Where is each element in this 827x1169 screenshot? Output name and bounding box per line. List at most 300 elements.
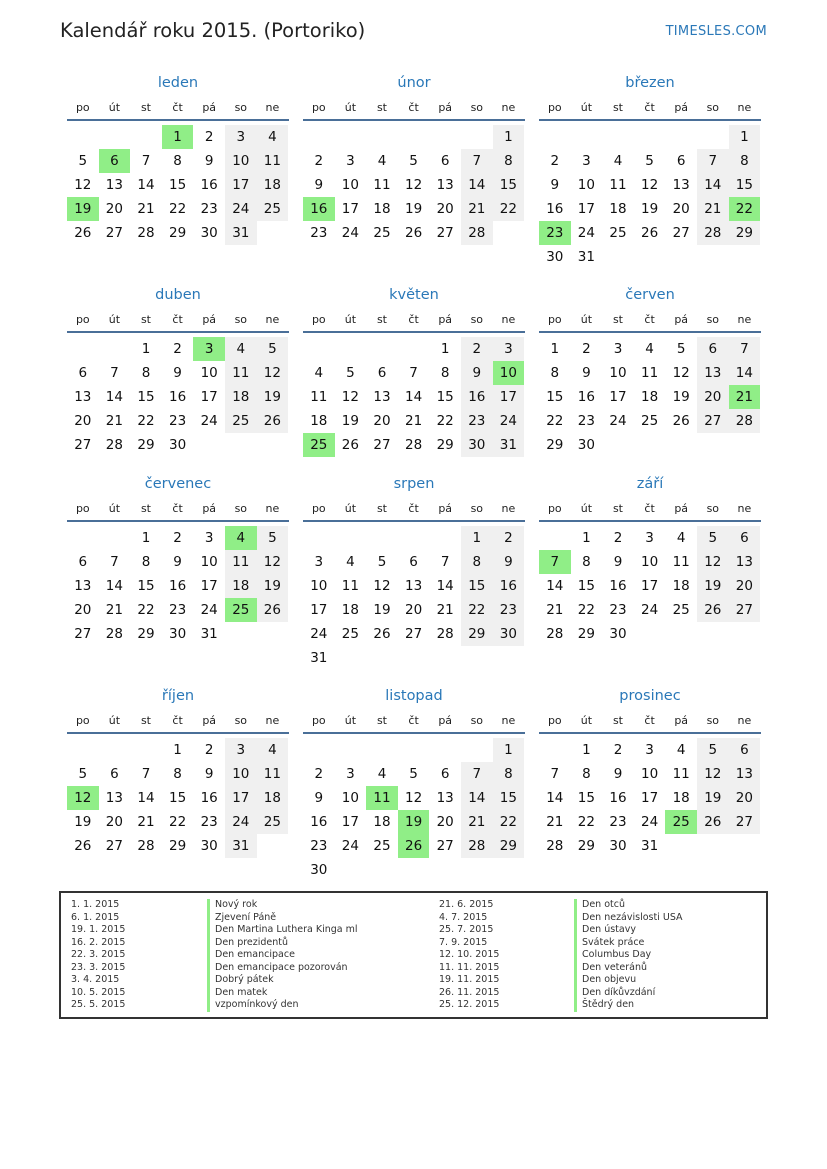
- day-cell: 29: [169, 225, 187, 241]
- legend-date: 16. 2. 2015: [71, 936, 126, 948]
- day-cell: 26: [672, 413, 690, 429]
- day-cell: 16: [577, 389, 595, 405]
- holiday-day-cell: 19: [398, 810, 430, 834]
- day-cell: 7: [141, 766, 151, 782]
- day-cell: 28: [546, 838, 564, 854]
- weekday-header: út: [108, 502, 121, 515]
- day-cell: 3: [346, 153, 355, 169]
- day-cell: 9: [173, 554, 182, 570]
- day-cell: 26: [641, 225, 659, 241]
- day-cell: 18: [609, 201, 627, 217]
- day-cell: 26: [341, 437, 359, 453]
- legend-date: 26. 11. 2015: [439, 986, 500, 998]
- day-cell: 14: [697, 173, 729, 197]
- weekday-header: út: [580, 101, 593, 114]
- weekday-header: po: [311, 101, 326, 114]
- weekday-header: st: [612, 502, 623, 515]
- weekday-header: čt: [172, 714, 183, 727]
- day-cell: 21: [105, 602, 123, 618]
- day-cell: 8: [582, 554, 591, 570]
- day-cell: 1: [461, 526, 493, 550]
- month-name: srpen: [393, 476, 435, 492]
- day-cell: 14: [137, 177, 155, 193]
- month-name: říjen: [161, 688, 195, 704]
- day-cell: 5: [409, 153, 418, 169]
- legend-holiday-name: Den veteránů: [582, 961, 648, 973]
- day-cell: 22: [577, 602, 595, 618]
- day-cell: 1: [493, 738, 525, 762]
- day-cell: 18: [257, 786, 289, 810]
- month-name: listopad: [385, 688, 443, 704]
- day-cell: 6: [377, 365, 387, 381]
- day-cell: 5: [377, 554, 387, 570]
- weekday-header: pá: [674, 101, 689, 114]
- day-cell: 27: [74, 626, 92, 642]
- day-cell: 3: [582, 153, 591, 169]
- page-title: Kalendář roku 2015. (Portoriko): [60, 19, 366, 42]
- month-divider: [303, 520, 525, 522]
- month-name: prosinec: [619, 688, 681, 704]
- day-cell: 5: [78, 153, 88, 169]
- day-cell: 27: [436, 838, 454, 854]
- weekday-header: so: [706, 101, 720, 114]
- month-divider: [539, 331, 761, 333]
- day-cell: 26: [373, 626, 391, 642]
- day-cell: 8: [729, 149, 761, 173]
- holiday-day-cell: 6: [99, 149, 131, 173]
- day-cell: 29: [137, 437, 155, 453]
- weekday-header: st: [376, 101, 387, 114]
- day-cell: 28: [137, 225, 155, 241]
- holiday-day-cell: 21: [729, 385, 761, 409]
- day-cell: 20: [672, 201, 690, 217]
- holiday-day-cell: 11: [366, 786, 398, 810]
- day-cell: 3: [645, 530, 654, 546]
- day-cell: 3: [645, 742, 654, 758]
- day-cell: 31: [310, 650, 328, 666]
- weekday-header: st: [140, 502, 151, 515]
- legend-holiday-name: Den matek: [215, 986, 268, 998]
- day-cell: 17: [225, 786, 257, 810]
- weekday-header: pá: [438, 714, 453, 727]
- legend-holiday-name: Dobrý pátek: [215, 974, 274, 985]
- day-cell: 29: [493, 834, 525, 858]
- day-cell: 21: [137, 814, 155, 830]
- weekday-header: st: [376, 714, 387, 727]
- weekday-header: st: [612, 313, 623, 326]
- day-cell: 30: [310, 862, 328, 878]
- day-cell: 7: [110, 365, 119, 381]
- legend-holiday-name: Den ústavy: [582, 924, 636, 935]
- legend-holiday-name: Den prezidentů: [215, 936, 289, 948]
- day-cell: 3: [346, 766, 355, 782]
- day-cell: 5: [257, 526, 289, 550]
- day-cell: 4: [257, 125, 289, 149]
- day-cell: 4: [257, 738, 289, 762]
- day-cell: 23: [493, 598, 525, 622]
- day-cell: 27: [697, 409, 729, 433]
- day-cell: 13: [105, 790, 123, 806]
- day-cell: 3: [204, 530, 214, 546]
- day-cell: 7: [461, 762, 493, 786]
- day-cell: 9: [204, 766, 214, 782]
- day-cell: 15: [169, 790, 187, 806]
- day-cell: 22: [169, 201, 187, 217]
- day-cell: 27: [405, 626, 423, 642]
- month-divider: [303, 119, 525, 121]
- day-cell: 13: [405, 578, 423, 594]
- day-cell: 6: [676, 153, 686, 169]
- day-cell: 7: [440, 554, 450, 570]
- day-cell: 24: [225, 810, 257, 834]
- day-cell: 4: [225, 337, 257, 361]
- day-cell: 29: [577, 838, 595, 854]
- legend-dates-left: [71, 899, 125, 1012]
- weekday-header: st: [376, 313, 387, 326]
- day-cell: 18: [225, 385, 257, 409]
- day-cell: 19: [697, 574, 729, 598]
- day-cell: 11: [310, 389, 328, 405]
- day-cell: 29: [729, 221, 761, 245]
- weekday-header: st: [612, 101, 623, 114]
- day-cell: 16: [169, 578, 187, 594]
- day-cell: 7: [110, 554, 119, 570]
- weekday-header: út: [344, 502, 357, 515]
- day-cell: 16: [310, 814, 328, 830]
- day-cell: 4: [377, 766, 387, 782]
- legend-holiday-name: Den emancipace: [215, 949, 295, 960]
- weekday-header: po: [75, 502, 90, 515]
- day-cell: 24: [493, 409, 525, 433]
- day-cell: 9: [613, 554, 623, 570]
- weekday-header: so: [470, 502, 484, 515]
- weekday-header: so: [470, 313, 484, 326]
- legend-holiday-name: Den objevu: [582, 974, 637, 985]
- day-cell: 5: [645, 153, 654, 169]
- weekday-header: ne: [501, 101, 516, 114]
- day-cell: 16: [546, 201, 564, 217]
- day-cell: 10: [200, 554, 218, 570]
- day-cell: 6: [697, 337, 729, 361]
- day-cell: 10: [225, 149, 257, 173]
- day-cell: 13: [729, 550, 761, 574]
- weekday-header: ne: [737, 502, 752, 515]
- weekday-header: po: [75, 313, 90, 326]
- day-cell: 15: [493, 173, 525, 197]
- legend-date: 1. 1. 2015: [71, 899, 120, 910]
- legend-holiday-name: Den otců: [582, 899, 625, 910]
- weekday-header: so: [706, 714, 720, 727]
- day-cell: 14: [461, 173, 493, 197]
- day-cell: 26: [697, 810, 729, 834]
- weekday-header: út: [344, 313, 357, 326]
- day-cell: 25: [373, 838, 391, 854]
- weekday-header: po: [547, 714, 562, 727]
- holiday-day-cell: 25: [665, 810, 697, 834]
- day-cell: 24: [341, 838, 359, 854]
- day-cell: 15: [546, 389, 564, 405]
- day-cell: 11: [609, 177, 627, 193]
- holiday-day-cell: 12: [67, 786, 99, 810]
- day-cell: 2: [461, 337, 493, 361]
- weekday-header: ne: [737, 714, 752, 727]
- day-cell: 12: [74, 177, 92, 193]
- day-cell: 6: [78, 365, 88, 381]
- weekday-header: pá: [202, 502, 217, 515]
- day-cell: 25: [257, 810, 289, 834]
- day-cell: 30: [200, 225, 218, 241]
- day-cell: 20: [373, 413, 391, 429]
- day-cell: 28: [105, 626, 123, 642]
- day-cell: 15: [137, 578, 155, 594]
- day-cell: 12: [373, 578, 391, 594]
- holiday-day-cell: 25: [225, 598, 257, 622]
- month-name: leden: [157, 75, 199, 91]
- day-cell: 19: [373, 602, 391, 618]
- day-cell: 6: [729, 526, 761, 550]
- day-cell: 8: [141, 554, 151, 570]
- holiday-day-cell: 19: [67, 197, 99, 221]
- day-cell: 31: [641, 838, 659, 854]
- day-cell: 6: [409, 554, 418, 570]
- site-link[interactable]: TIMESLES.COM: [665, 24, 767, 39]
- day-cell: 30: [461, 433, 493, 457]
- day-cell: 13: [74, 578, 92, 594]
- legend-date: 6. 1. 2015: [71, 911, 120, 923]
- legend-dates-right: [439, 899, 499, 1012]
- legend-date: 12. 10. 2015: [439, 949, 500, 960]
- day-cell: 23: [169, 602, 187, 618]
- day-cell: 18: [672, 578, 690, 594]
- legend-holiday-name: Nový rok: [215, 899, 258, 910]
- day-cell: 29: [546, 437, 564, 453]
- day-cell: 19: [257, 385, 289, 409]
- day-cell: 7: [729, 337, 761, 361]
- weekday-header: út: [108, 313, 121, 326]
- weekday-header: út: [108, 101, 121, 114]
- day-cell: 28: [546, 626, 564, 642]
- day-cell: 19: [697, 786, 729, 810]
- weekday-header: po: [311, 313, 326, 326]
- day-cell: 21: [436, 602, 454, 618]
- legend-holiday-name: vzpomínkový den: [215, 999, 299, 1010]
- weekday-header: ne: [265, 502, 280, 515]
- day-cell: 19: [341, 413, 359, 429]
- day-cell: 20: [74, 602, 92, 618]
- holiday-day-cell: 23: [539, 221, 571, 245]
- month-name: září: [636, 476, 664, 492]
- day-cell: 17: [200, 578, 218, 594]
- day-cell: 28: [137, 838, 155, 854]
- day-cell: 18: [373, 201, 391, 217]
- day-cell: 20: [697, 385, 729, 409]
- day-cell: 5: [257, 337, 289, 361]
- day-cell: 7: [141, 153, 151, 169]
- day-cell: 29: [436, 437, 454, 453]
- day-cell: 3: [314, 554, 324, 570]
- weekday-header: čt: [644, 101, 655, 114]
- day-cell: 25: [225, 409, 257, 433]
- legend-date: 21. 6. 2015: [439, 899, 494, 910]
- day-cell: 17: [341, 814, 359, 830]
- day-cell: 6: [729, 738, 761, 762]
- day-cell: 13: [672, 177, 690, 193]
- day-cell: 14: [546, 790, 564, 806]
- day-cell: 21: [105, 413, 123, 429]
- day-cell: 2: [582, 341, 591, 357]
- day-cell: 27: [672, 225, 690, 241]
- day-cell: 15: [729, 173, 761, 197]
- day-cell: 24: [641, 602, 659, 618]
- weekday-header: čt: [172, 502, 183, 515]
- day-cell: 19: [405, 201, 423, 217]
- legend-names-right: [574, 899, 683, 1012]
- day-cell: 9: [204, 153, 214, 169]
- holiday-legend: [59, 891, 768, 1019]
- weekday-header: pá: [674, 502, 689, 515]
- day-cell: 21: [461, 810, 493, 834]
- day-cell: 8: [461, 550, 493, 574]
- day-cell: 21: [546, 602, 564, 618]
- month-divider: [303, 331, 525, 333]
- legend-date: 23. 3. 2015: [71, 961, 126, 973]
- weekday-header: ne: [265, 313, 280, 326]
- weekday-header: ne: [501, 313, 516, 326]
- weekday-header: pá: [202, 313, 217, 326]
- day-cell: 23: [310, 225, 328, 241]
- day-cell: 18: [225, 574, 257, 598]
- day-cell: 17: [577, 201, 595, 217]
- day-cell: 9: [613, 766, 623, 782]
- day-cell: 31: [493, 433, 525, 457]
- day-cell: 23: [310, 838, 328, 854]
- weekday-header: st: [140, 313, 151, 326]
- weekday-header: so: [706, 313, 720, 326]
- day-cell: 18: [373, 814, 391, 830]
- day-cell: 20: [105, 814, 123, 830]
- day-cell: 24: [200, 602, 218, 618]
- day-cell: 7: [550, 766, 560, 782]
- day-cell: 21: [546, 814, 564, 830]
- day-cell: 30: [493, 622, 525, 646]
- day-cell: 13: [729, 762, 761, 786]
- month-divider: [67, 520, 289, 522]
- day-cell: 15: [461, 574, 493, 598]
- day-cell: 3: [225, 125, 257, 149]
- day-cell: 26: [257, 598, 289, 622]
- weekday-header: čt: [408, 101, 419, 114]
- day-cell: 10: [310, 578, 328, 594]
- day-cell: 27: [436, 225, 454, 241]
- weekday-header: pá: [438, 101, 453, 114]
- weekday-header: st: [140, 714, 151, 727]
- legend-date: 25. 7. 2015: [439, 924, 494, 935]
- day-cell: 11: [341, 578, 359, 594]
- day-cell: 24: [609, 413, 627, 429]
- weekday-header: so: [234, 101, 248, 114]
- day-cell: 2: [204, 742, 214, 758]
- day-cell: 22: [436, 413, 454, 429]
- holiday-day-cell: 25: [303, 433, 335, 457]
- day-cell: 1: [141, 530, 151, 546]
- day-cell: 3: [613, 341, 623, 357]
- day-cell: 30: [609, 626, 627, 642]
- day-cell: 30: [546, 249, 564, 265]
- day-cell: 1: [493, 125, 525, 149]
- day-cell: 19: [257, 574, 289, 598]
- weekday-header: čt: [408, 502, 419, 515]
- day-cell: 8: [493, 149, 525, 173]
- day-cell: 8: [582, 766, 591, 782]
- day-cell: 4: [613, 153, 623, 169]
- day-cell: 19: [641, 201, 659, 217]
- day-cell: 21: [461, 197, 493, 221]
- day-cell: 8: [141, 365, 151, 381]
- day-cell: 20: [74, 413, 92, 429]
- day-cell: 19: [74, 814, 92, 830]
- day-cell: 5: [676, 341, 686, 357]
- weekday-header: pá: [674, 714, 689, 727]
- day-cell: 11: [257, 762, 289, 786]
- day-cell: 20: [436, 814, 454, 830]
- day-cell: 31: [577, 249, 595, 265]
- weekday-header: so: [234, 714, 248, 727]
- weekday-header: út: [580, 714, 593, 727]
- day-cell: 9: [173, 365, 182, 381]
- day-cell: 16: [493, 574, 525, 598]
- day-cell: 30: [609, 838, 627, 854]
- day-cell: 22: [577, 814, 595, 830]
- holiday-day-cell: 16: [303, 197, 335, 221]
- day-cell: 25: [609, 225, 627, 241]
- day-cell: 18: [257, 173, 289, 197]
- legend-date: 19. 1. 2015: [71, 924, 126, 935]
- legend-holiday-name: Zjevení Páně: [215, 911, 277, 923]
- day-cell: 14: [546, 578, 564, 594]
- weekday-header: ne: [737, 313, 752, 326]
- day-cell: 15: [169, 177, 187, 193]
- day-cell: 30: [169, 626, 187, 642]
- day-cell: 15: [577, 790, 595, 806]
- day-cell: 26: [405, 225, 423, 241]
- day-cell: 2: [314, 153, 324, 169]
- day-cell: 10: [577, 177, 595, 193]
- month-divider: [539, 732, 761, 734]
- day-cell: 9: [550, 177, 560, 193]
- day-cell: 15: [137, 389, 155, 405]
- day-cell: 26: [74, 838, 92, 854]
- day-cell: 14: [137, 790, 155, 806]
- day-cell: 11: [373, 177, 391, 193]
- day-cell: 9: [314, 790, 324, 806]
- month-name: červenec: [144, 476, 212, 492]
- holiday-day-cell: 4: [225, 526, 257, 550]
- day-cell: 31: [225, 221, 257, 245]
- weekday-header: st: [376, 502, 387, 515]
- day-cell: 16: [461, 385, 493, 409]
- day-cell: 2: [173, 341, 182, 357]
- day-cell: 26: [257, 409, 289, 433]
- day-cell: 12: [405, 790, 423, 806]
- weekday-header: st: [140, 101, 151, 114]
- day-cell: 23: [461, 409, 493, 433]
- month-divider: [67, 331, 289, 333]
- day-cell: 4: [377, 153, 387, 169]
- day-cell: 29: [461, 622, 493, 646]
- day-cell: 12: [641, 177, 659, 193]
- legend-date: 25. 12. 2015: [439, 999, 500, 1010]
- day-cell: 14: [436, 578, 454, 594]
